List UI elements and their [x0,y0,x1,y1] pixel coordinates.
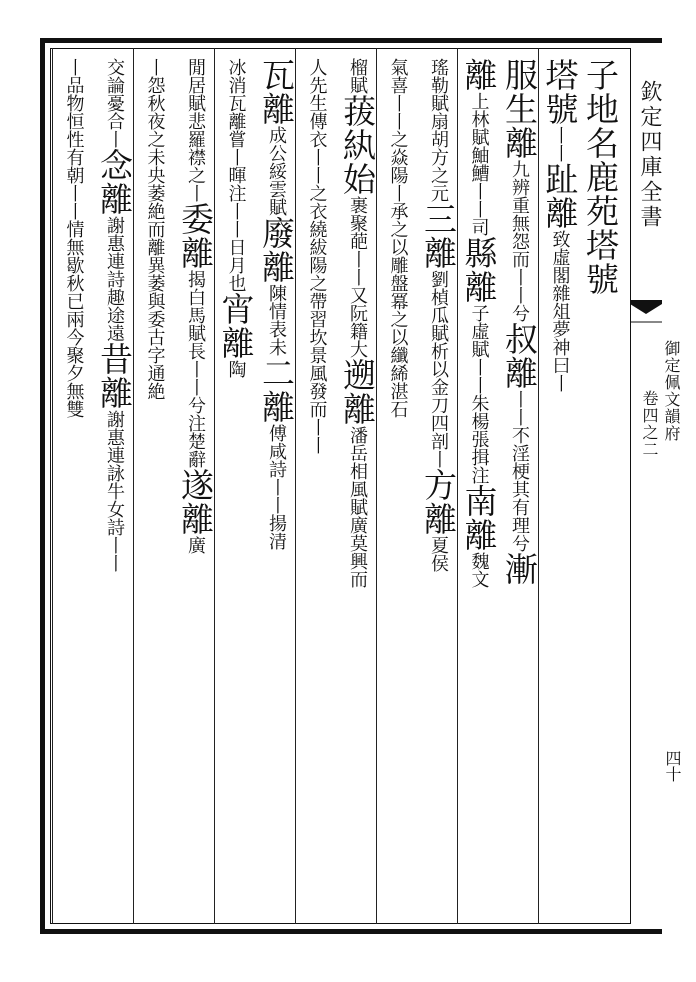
entry-text: 遡離 [338,358,377,426]
entry-text: 方離 [419,468,458,536]
text-column [215,58,256,918]
text-column [377,58,418,918]
entry-text: 趾離 [540,162,580,230]
entry-text: 廢離 [257,216,296,284]
text-column [175,58,216,918]
annotation-text: 湛石 [387,382,409,418]
annotation-text: 萎絶而離異萎與委古字通 [144,184,166,382]
annotation-text: 成公綏雲賦 [266,126,287,216]
annotation-text: 謝惠連詩趣途遠 [104,216,125,342]
annotation-text: 習坎景風發而丨丨 [306,310,328,454]
text-column [580,58,621,918]
text-column [256,58,297,918]
annotation-text: 丨丨 [549,126,571,162]
annotation-text: 致虛閣雜俎夢神曰丨 [549,230,571,392]
annotation-text: 夏侯 [428,536,449,572]
annotation-text: 子虛賦丨丨朱楊張揖注 [468,304,490,484]
annotation-text: 冰消瓦離 [225,58,247,130]
annotation-text: 上林賦鮋鰽丨丨司 [468,92,490,236]
annotation-text: 廣 [185,536,206,554]
annotation-text: 有朝丨丨情無歇 [63,148,85,274]
annotation-text: 瑤勒賦扇胡方之元 [428,58,449,202]
entry-text: 昔離 [95,342,134,410]
entry-text: 離 [459,58,499,92]
annotation-text: 閒居賦悲羅襟之丨 [185,58,206,202]
text-column [499,58,540,918]
annotation-text: 揭白馬賦長丨丨兮注楚辭 [185,270,206,468]
text-column [418,58,459,918]
annotation-text: 絶 [144,382,166,400]
annotation-text: 陶 [225,360,247,378]
entry-text: 遂離 [176,468,215,536]
annotation-text: 丨丨不淫梗其有理兮 [509,390,530,552]
entry-text: 始 [338,162,377,196]
entry-text: 二離 [257,356,296,424]
annotation-text: 榴賦 [347,58,368,94]
entry-text: 委離 [176,202,215,270]
entry-text: 瓦離 [257,58,296,126]
text-column [337,58,378,918]
entry-text: 菝紈 [338,94,377,162]
entry-text: 塔號 [540,58,580,126]
annotation-text: 秋已兩今聚夕無雙 [63,274,85,418]
annotation-text: 裹聚葩丨丨又阮籍大 [347,196,368,358]
text-column [53,58,94,918]
annotation-text: 人先生傳衣丨丨之衣繞紱陽之帶 [306,58,328,310]
annotation-text: 暉注丨丨日月也 [225,166,247,292]
margin-title: 欽定四庫全書 [637,80,662,230]
annotation-text: 丨承之以雕盤冪之以纖絺 [387,184,409,382]
annotation-text: 氣喜丨丨之焱陽 [387,58,409,184]
entry-text: 塔號 [581,228,620,296]
entry-text: 生離 [500,92,539,160]
entry-text: 服 [500,58,539,92]
margin-volume: 卷四之二 [640,390,659,458]
annotation-text: 嘗丨 [225,130,247,166]
text-column [134,58,175,918]
entry-text: 叔離 [500,322,539,390]
entry-text: 漸 [500,552,539,586]
entry-text: 宵離 [216,292,256,360]
annotation-text: 魏文 [468,552,490,588]
fish-tail-icon [630,300,662,326]
text-column [539,58,580,918]
entry-text: 縣離 [459,236,499,304]
annotation-text: 交論憂合丨 [104,58,125,148]
text-column [94,58,135,918]
margin-page-number: 四十 [663,750,682,782]
annotation-text: 劉楨瓜賦析以金刀四剖丨 [428,270,449,468]
text-column [458,58,499,918]
entry-text: 三離 [419,202,458,270]
annotation-text: 潘岳相風賦廣莫興而 [347,426,368,588]
annotation-text: 傅咸詩丨丨揚清 [266,424,287,550]
annotation-text: 丨品物恒性 [63,58,85,148]
margin-book-title: 御定佩文韻府 [662,340,681,442]
text-column [296,58,337,918]
annotation-text: 陳情表未 [266,284,287,356]
annotation-text: 謝惠連詠牛女詩丨丨 [104,410,125,572]
annotation-text: 九辨重無怨而丨丨兮 [509,160,530,322]
entry-text: 子地名鹿苑 [581,58,620,228]
entry-text: 念離 [95,148,134,216]
annotation-text: 丨怨秋夜之未央 [144,58,166,184]
entry-text: 南離 [459,484,499,552]
